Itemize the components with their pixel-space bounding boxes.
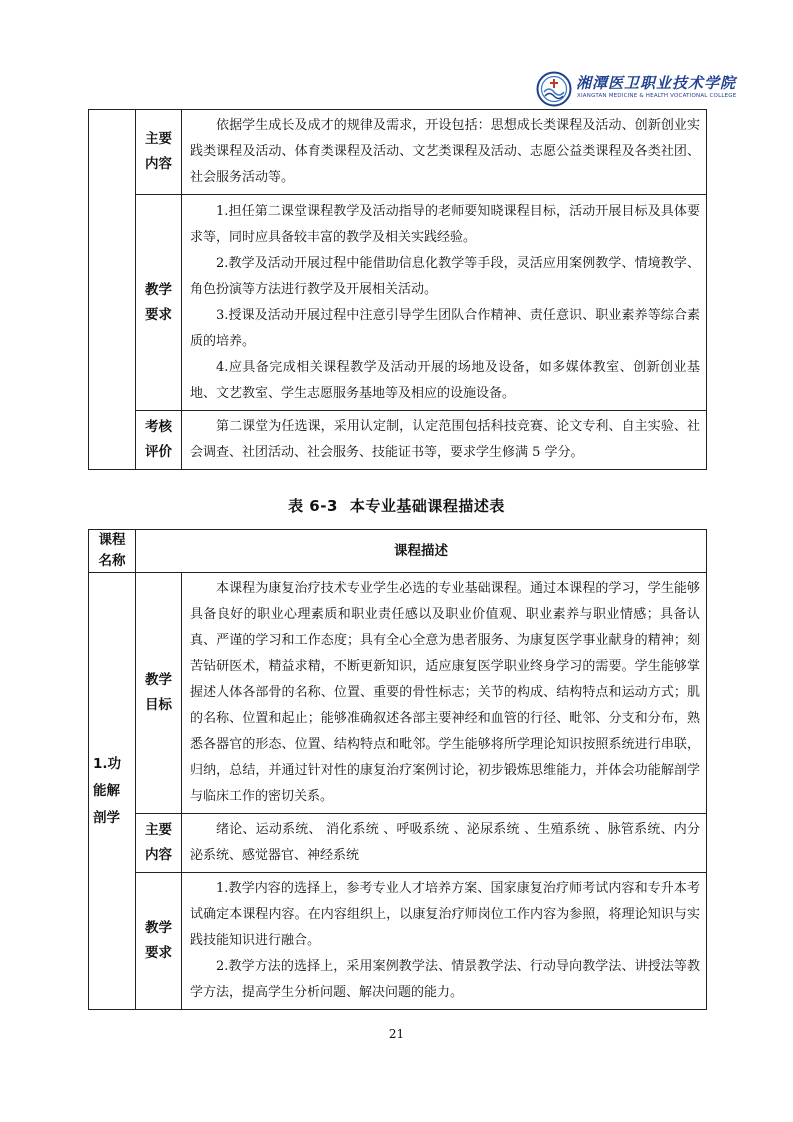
foundation-course-table xyxy=(88,529,707,1010)
college-logo xyxy=(536,71,736,109)
table-header-row xyxy=(89,530,707,573)
description-paragraph: 本课程为康复治疗技术专业学生必选的专业基础课程。通过本课程的学习，学生能够具备良好的职业心理素质和职业责任感以及职业价值观、职业素养与职业情感；具备认真、严谨的学习和工作态度；具有全心全意为患者服务、为康复医学事业献身的精神；刻苦钻研医术，精益求精，不断更新知识，适应康复医学职业终身学习的需要。学生能够掌握述人体各部骨的名称、位置、重要的骨性标志；关节的构成、结构特点和运动方式；肌的名称、位置和起止；能够准确叙述各部主要神经和血管的行径、毗邻、分支和分布，熟悉各器官的形态、位置、结构特点和毗邻。学生能够将所学理论知识按照系统进行串联，归纳，总结，并通过针对性的康复治疗案例讨论，初步锻炼思维能力，并体会功能解剖学与临床工作的密切关系。 xyxy=(190,581,700,804)
row-description xyxy=(182,873,707,1010)
table-row xyxy=(89,411,707,470)
table-caption xyxy=(0,495,793,516)
description-paragraph: 3.授课及活动开展过程中注意引导学生团队合作精神、责任意识、职业素养等综合素质的培养。 xyxy=(190,307,700,349)
page-number: 21 xyxy=(388,1027,405,1041)
description-paragraph: 绪论、运动系统、 消化系统 、呼吸系统 、泌尿系统 、生殖系统 、脉管系统、内分泌系统、感觉器官、神经系统 xyxy=(190,822,700,863)
header-course-description xyxy=(136,530,707,573)
row-label-text: 主要 内容 xyxy=(145,131,172,172)
description-paragraph: 第二课堂为任选课，采用认定制，认定范围包括科技竞赛、论文专利、自主实验、社会调查、社团活动、社会服务、技能证书等，要求学生修满 5 学分。 xyxy=(190,419,700,460)
table-row xyxy=(89,814,707,873)
description-paragraph: 2.教学方法的选择上，采用案例教学法、情景教学法、行动导向教学法、讲授法等教学方法，提高学生分析问题、解决问题的能力。 xyxy=(190,959,700,1000)
row-label xyxy=(136,411,182,470)
second-classroom-table xyxy=(88,109,707,470)
row-description xyxy=(182,814,707,873)
course-name-cell xyxy=(89,573,136,1010)
header-course-name xyxy=(89,530,136,573)
college-name-cn: 湘潭医卫职业技术学院 xyxy=(576,74,737,92)
row-label-text: 教学 目标 xyxy=(145,672,172,713)
college-emblem-icon xyxy=(536,71,572,107)
description-paragraph: 2.教学及活动开展过程中能借助信息化教学等手段，灵活应用案例教学、情境教学、角色扮演等方法进行教学及开展相关活动。 xyxy=(190,255,700,297)
course-name: 1.功 能解 剖学 xyxy=(93,755,122,826)
college-name-en: XIANGTAN MEDICINE & HEALTH VOCATIONAL COLLEGE xyxy=(577,93,737,99)
row-description xyxy=(182,573,707,814)
description-paragraph: 1.教学内容的选择上，参考专业人才培养方案、国家康复治疗师考试内容和专升本考试确定本课程内容。在内容组织上，以康复治疗师岗位工作内容为参照，将理论知识与实践技能知识进行融合。 xyxy=(190,881,700,948)
row-label-text: 教学 要求 xyxy=(145,281,172,323)
course-name-cell xyxy=(89,110,136,470)
row-label xyxy=(136,814,182,873)
table-row xyxy=(89,110,707,195)
table-row xyxy=(89,873,707,1010)
row-label xyxy=(136,873,182,1010)
row-description xyxy=(182,195,707,411)
row-label xyxy=(136,195,182,411)
table-row xyxy=(89,573,707,814)
row-label xyxy=(136,110,182,195)
row-description xyxy=(182,110,707,195)
header-course-description-text: 课程描述 xyxy=(394,542,448,559)
row-label xyxy=(136,573,182,814)
table-number: 表 6-3 xyxy=(288,497,338,515)
description-paragraph: 4.应具备完成相关课程教学及活动开展的场地及设备，如多媒体教室、创新创业基地、文艺教室、学生志愿服务基地等及相应的设施设备。 xyxy=(190,359,700,401)
row-description xyxy=(182,411,707,470)
row-label-text: 教学 要求 xyxy=(145,920,172,961)
header-course-name-text: 课程 名称 xyxy=(98,532,126,569)
table-title: 本专业基础课程描述表 xyxy=(349,497,505,515)
row-label-text: 考核 评价 xyxy=(145,419,172,460)
row-label-text: 主要 内容 xyxy=(145,822,172,863)
table-row xyxy=(89,195,707,411)
description-paragraph: 1.担任第二课堂课程教学及活动指导的老师要知晓课程目标，活动开展目标及具体要求等，同时应具备较丰富的教学及相关实践经验。 xyxy=(190,203,700,245)
description-paragraph: 依据学生成长及成才的规律及需求，开设包括：思想成长类课程及活动、创新创业实践类课程及活动、体育类课程及活动、文艺类课程及活动、志愿公益类课程及各类社团、社会服务活动等。 xyxy=(190,118,700,185)
